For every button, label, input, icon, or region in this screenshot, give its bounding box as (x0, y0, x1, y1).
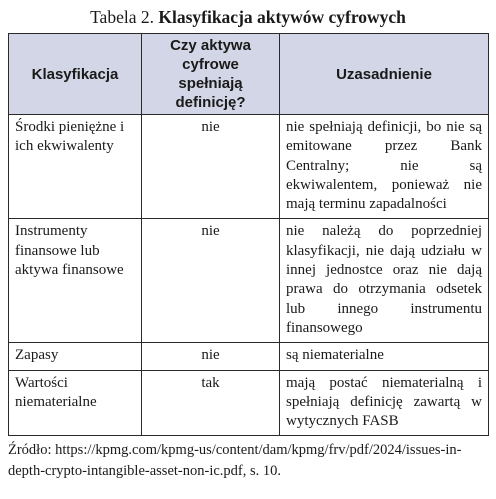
cell-classification: Zapasy (9, 343, 142, 370)
classification-table (8, 33, 489, 436)
cell-justification: mają postać niematerialną i spełniają definicję zawartą w wytycznych FASB (280, 370, 489, 436)
table-row (9, 219, 489, 343)
table-body (9, 115, 489, 436)
table-row (9, 115, 489, 219)
cell-justification: nie należą do poprzedniej klasyfikacji, nie dają udziału w innej jednostce oraz nie dają prawa do otrzymania odsetek lub innego instrumentu finansowego (280, 219, 489, 343)
cell-justification: nie spełniają definicji, bo nie są emitowane przez Bank Centralny; nie są ekwiwalentem, ponieważ nie mają terminu zapadalności (280, 115, 489, 219)
table-title: Klasyfikacja aktywów cyfrowych (158, 7, 406, 27)
header-meets-definition: Czy aktywa cyfrowe spełniają definicję? (142, 34, 280, 115)
cell-meets-definition: tak (142, 370, 280, 436)
table-caption (0, 6, 496, 28)
table-row (9, 370, 489, 436)
source-note: Źródło: https://kpmg.com/kpmg-us/content/dam/kpmg/frv/pdf/2024/issues-in-depth-crypto-intangible-asset-non-ic.pdf, s. 10. (8, 442, 462, 479)
cell-classification: Środki pieniężne i ich ekwiwalenty (9, 115, 142, 219)
cell-classification: Instrumenty finansowe lub aktywa finansowe (9, 219, 142, 343)
header-classification: Klasyfikacja (9, 34, 142, 115)
header-justification: Uzasadnienie (280, 34, 489, 115)
table-number: Tabela 2. (90, 7, 154, 27)
header-row (9, 34, 489, 115)
cell-justification: są niematerialne (280, 343, 489, 370)
table-header (9, 34, 489, 115)
cell-classification: Wartości niematerialne (9, 370, 142, 436)
table-row (9, 343, 489, 370)
cell-meets-definition: nie (142, 343, 280, 370)
cell-meets-definition: nie (142, 219, 280, 343)
cell-meets-definition: nie (142, 115, 280, 219)
